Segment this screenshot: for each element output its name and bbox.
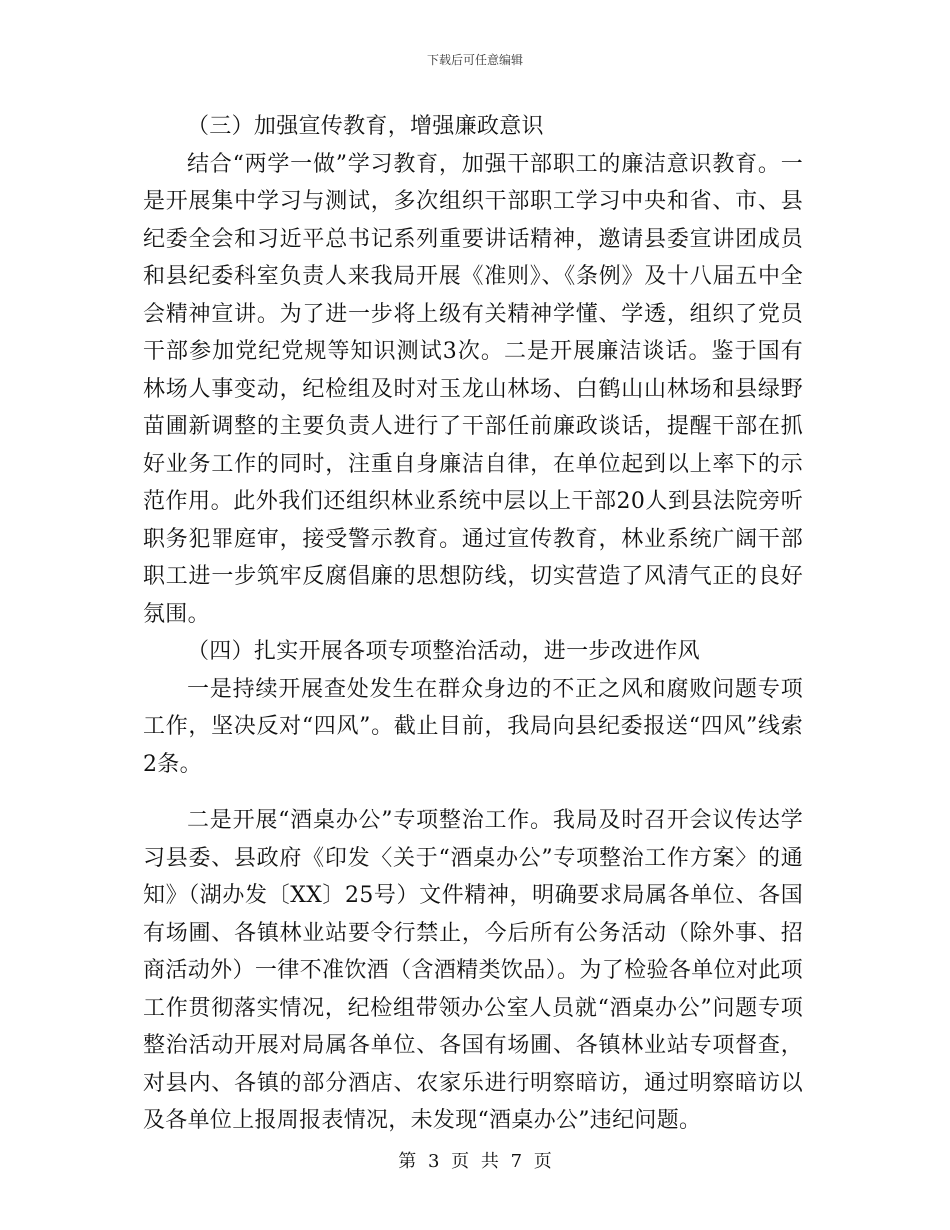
section-heading-4: （四）扎实开展各项专项整治活动，进一步改进作风 <box>187 639 700 664</box>
section-heading-3: （三）加强宣传教育，增强廉政意识 <box>187 114 544 139</box>
page-header: 下载后可任意编辑 <box>426 53 523 67</box>
paragraph-four-winds: 一是持续开展查处发生在群众身边的不正之风和腐败问题专项工作，坚决反对“四风”。截止目前，我局向县纪委报送“四风”线索2条。 <box>143 676 803 777</box>
document-body <box>143 108 803 1140</box>
paragraph-integrity-education: 结合“两学一做”学习教育，加强干部职工的廉洁意识教育。一是开展集中学习与测试，多次组织干部职工学习中央和省、市、县纪委全会和习近平总书记系列重要讲话精神，邀请县委宣讲团成员和县纪委科室负责人来我局开展《准则》、《条例》及十八届五中全会精神宣讲。为了进一步将上级有关精神学懂、学透，组织了党员干部参加党纪党规等知识测试3次。二是开展廉洁谈话。鉴于国有林场人事变动，纪检组及时对玉龙山林场、白鹤山山林场和县绿野苗圃新调整的主要负责人进行了干部任前廉政谈话，提醒干部在抓好业务工作的同时，注重自身廉洁自律，在单位起到以上率下的示范作用。此外我们还组织林业系统中层以上干部20人到县法院旁听职务犯罪庭审，接受警示教育。通过宣传教育，林业系统广阔干部职工进一步筑牢反腐倡廉的思想防线，切实营造了风清气正的良好氛围。 <box>143 151 803 627</box>
paragraph-banquet-office: 二是开展“酒桌办公”专项整治工作。我局及时召开会议传达学习县委、县政府《印发〈关于“酒桌办公”专项整治工作方案〉的通知》（湖办发〔XX〕25号）文件精神，明确要求局属各单位、各国有场圃、各镇林业站要令行禁止，今后所有公务活动（除外事、招商活动外）一律不准饮酒（含酒精类饮品）。为了检验各单位对此项工作贯彻落实情况，纪检组带领办公室人员就“酒桌办公”问题专项整治活动开展对局属各单位、各国有场圃、各镇林业站专项督查，对县内、各镇的部分酒店、农家乐进行明察暗访，通过明察暗访以及各单位上报周报表情况，未发现“酒桌办公”违纪问题。 <box>143 808 803 1133</box>
page-number: 第 3 页 共 7 页 <box>398 1151 552 1172</box>
